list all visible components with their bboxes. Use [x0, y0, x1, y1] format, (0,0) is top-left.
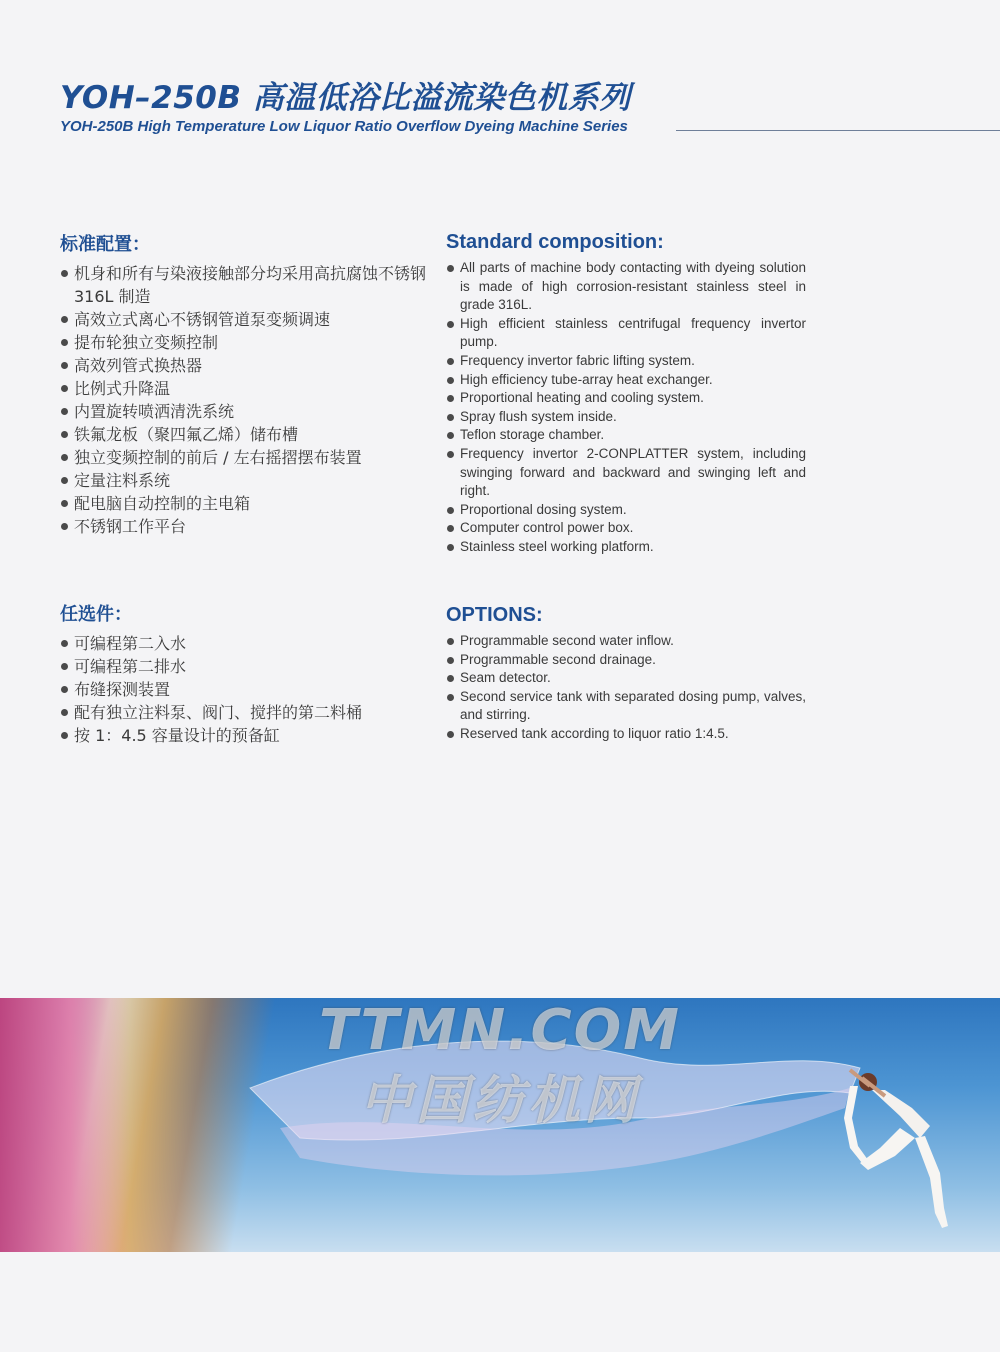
list-item: 比例式升降温	[60, 377, 430, 400]
list-item: 布缝探测装置	[60, 678, 430, 701]
list-item: 独立变频控制的前后 / 左右摇摺摆布装置	[60, 446, 430, 469]
standard-list-cn	[60, 262, 430, 538]
list-item: Second service tank with separated dosing pump, valves, and stirring.	[446, 688, 806, 725]
watermark-en: TTMN.COM	[319, 998, 681, 1063]
list-item: 高效列管式换热器	[60, 354, 430, 377]
standard-heading-cn: 标准配置：	[60, 234, 150, 255]
list-item: Proportional heating and cooling system.	[446, 389, 806, 408]
watermark-cn: 中国纺机网	[359, 1071, 640, 1131]
list-item: All parts of machine body contacting with dyeing solution is made of high corrosion-resistant stainless steel in grade 316L.	[446, 259, 806, 315]
list-item: Frequency invertor fabric lifting system.	[446, 352, 806, 371]
list-item: 配有独立注料泵、阀门、搅拌的第二料桶	[60, 701, 430, 724]
standard-en-section	[446, 231, 806, 557]
list-item: 可编程第二排水	[60, 655, 430, 678]
list-item: Reserved tank according to liquor ratio 1:4.5.	[446, 725, 806, 744]
page-title: YOH–250B 高温低浴比溢流染色机系列	[60, 80, 631, 116]
list-item: High efficient stainless centrifugal frequency invertor pump.	[446, 315, 806, 352]
title-divider	[676, 130, 1000, 131]
fabric-dancer-photo	[0, 998, 1000, 1252]
standard-list-en	[446, 259, 806, 557]
list-item: 可编程第二入水	[60, 632, 430, 655]
list-item: Frequency invertor 2-CONPLATTER system, including swinging forward and backward and swinging left and right.	[446, 445, 806, 501]
list-item: 机身和所有与染液接触部分均采用高抗腐蚀不锈钢 316L 制造	[60, 262, 430, 308]
dancer-figure	[844, 1070, 948, 1228]
list-item: Teflon storage chamber.	[446, 426, 806, 445]
list-item: 配电脑自动控制的主电箱	[60, 492, 430, 515]
list-item: 提布轮独立变频控制	[60, 331, 430, 354]
list-item: 高效立式离心不锈钢管道泵变频调速	[60, 308, 430, 331]
list-item: 内置旋转喷洒清洗系统	[60, 400, 430, 423]
options-list-cn	[60, 632, 430, 747]
list-item: Spray flush system inside.	[446, 408, 806, 427]
list-item: 不锈钢工作平台	[60, 515, 430, 538]
options-heading-cn: 任选件：	[60, 604, 132, 625]
list-item: Computer control power box.	[446, 519, 806, 538]
standard-cn-section	[60, 230, 430, 538]
options-list-en	[446, 632, 806, 744]
list-item: 铁氟龙板（聚四氟乙烯）储布槽	[60, 423, 430, 446]
list-item: 按 1：4.5 容量设计的预备缸	[60, 724, 430, 747]
page-subtitle: YOH-250B High Temperature Low Liquor Ratio Overflow Dyeing Machine Series	[60, 118, 628, 135]
options-en-section	[446, 604, 806, 744]
list-item: Proportional dosing system.	[446, 501, 806, 520]
options-heading-en: OPTIONS:	[446, 604, 543, 626]
standard-heading-en: Standard composition:	[446, 231, 664, 253]
list-item: Stainless steel working platform.	[446, 538, 806, 557]
list-item: High efficiency tube-array heat exchanger.	[446, 371, 806, 390]
options-cn-section	[60, 600, 430, 747]
list-item: Programmable second water inflow.	[446, 632, 806, 651]
list-item: Seam detector.	[446, 669, 806, 688]
list-item: 定量注料系统	[60, 469, 430, 492]
list-item: Programmable second drainage.	[446, 651, 806, 670]
